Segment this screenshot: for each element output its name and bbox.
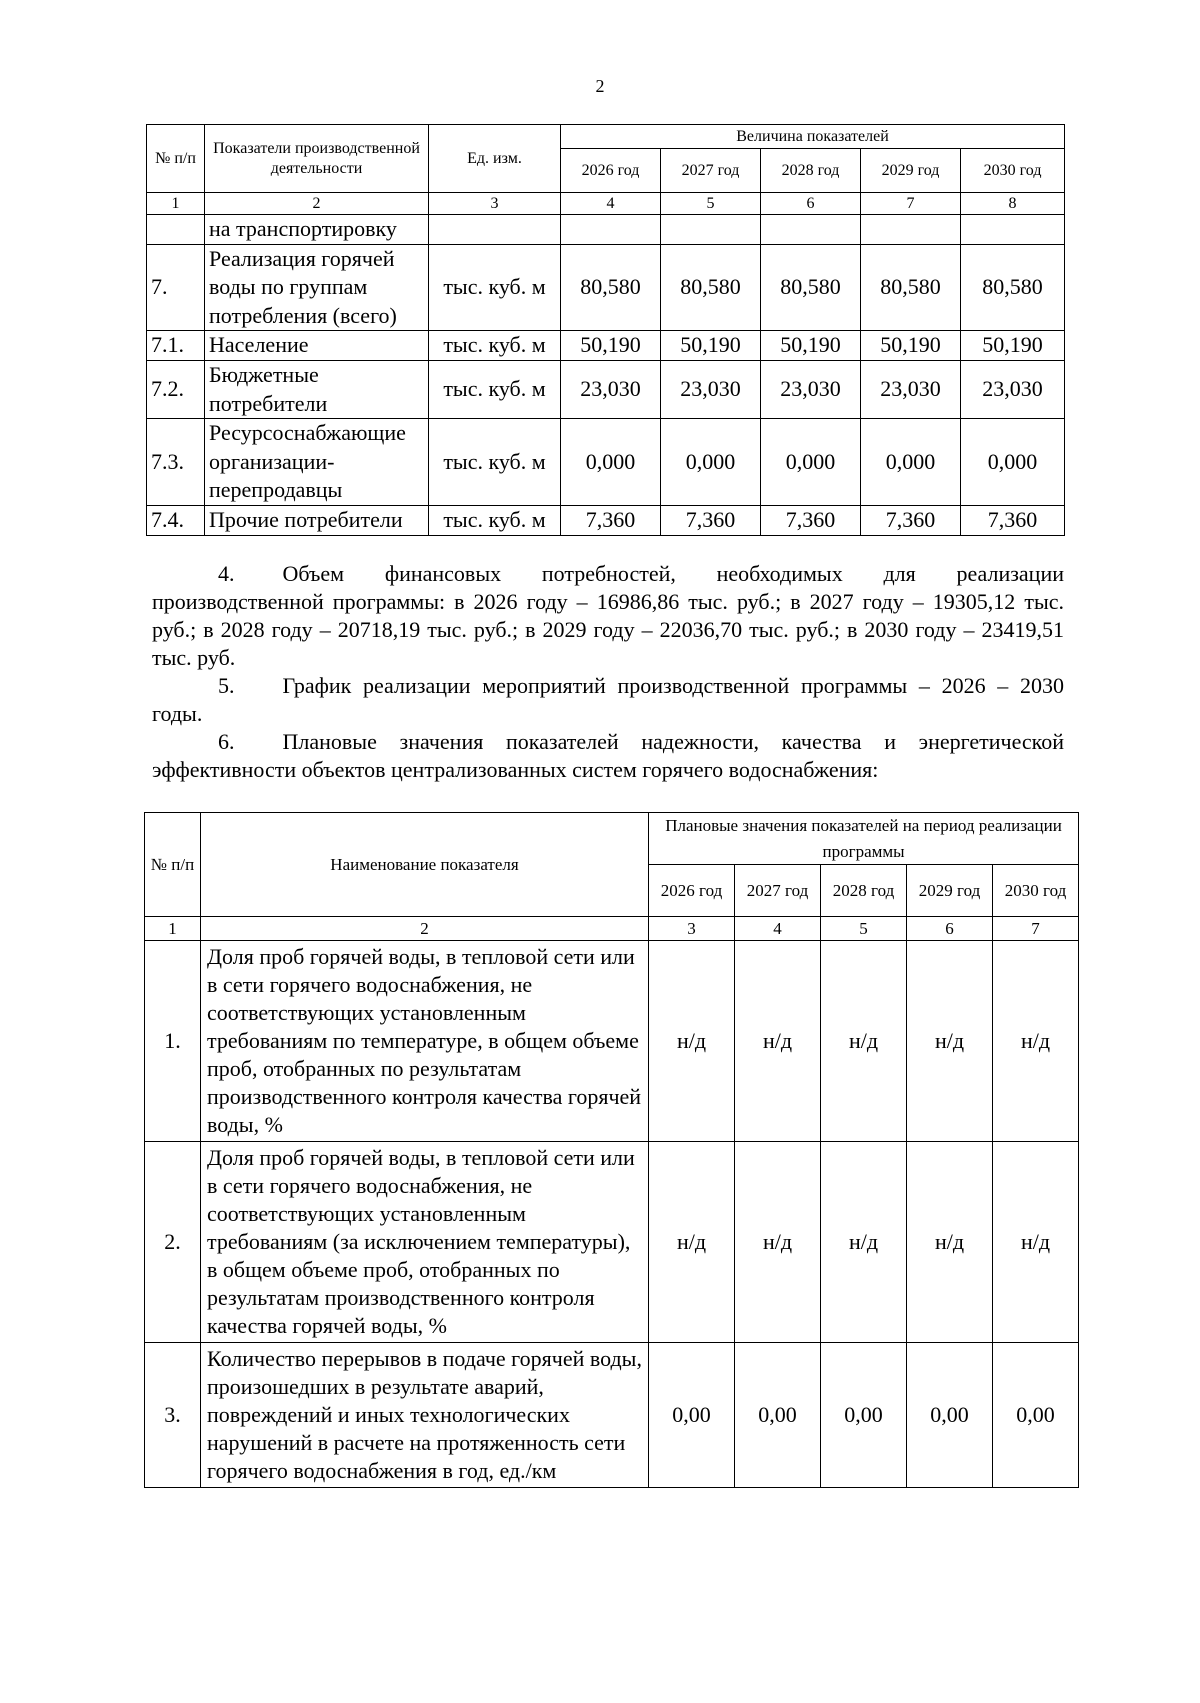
row-value: 7,360 [961, 505, 1065, 535]
row-name: Количество перерывов в подаче горячей воды, произошедших в результате аварий, повреждений и иных технологических нарушений в расчете на протяженность сети горячего водоснабжения в год, ед./км [201, 1343, 649, 1488]
header-num: № п/п [147, 125, 205, 193]
row-num: 7. [147, 244, 205, 331]
row-value [961, 215, 1065, 245]
row-value: 23,030 [861, 360, 961, 418]
table-row [145, 941, 1079, 1142]
paragraph-number: 4. [218, 561, 235, 586]
row-value: 50,190 [561, 331, 661, 361]
row-value: 7,360 [561, 505, 661, 535]
paragraph-6 [152, 728, 1064, 784]
header-values-group: Величина показателей [561, 125, 1065, 149]
row-value: н/д [649, 1142, 735, 1343]
table-row [145, 1343, 1079, 1488]
row-unit: тыс. куб. м [429, 419, 561, 506]
column-number: 3 [429, 193, 561, 215]
row-num: 1. [145, 941, 201, 1142]
page-number: 2 [595, 76, 605, 96]
row-name: Население [205, 331, 429, 361]
header-year: 2028 год [821, 865, 907, 917]
table-row [147, 244, 1065, 331]
row-unit: тыс. куб. м [429, 331, 561, 361]
header-name: Наименование показателя [201, 813, 649, 917]
column-number: 4 [561, 193, 661, 215]
row-num: 7.1. [147, 331, 205, 361]
column-number: 7 [861, 193, 961, 215]
row-value: 80,580 [961, 244, 1065, 331]
header-year: 2029 год [907, 865, 993, 917]
column-number: 1 [145, 917, 201, 941]
row-value: 0,000 [761, 419, 861, 506]
row-value: н/д [735, 941, 821, 1142]
row-value: 50,190 [661, 331, 761, 361]
row-value: н/д [821, 1142, 907, 1343]
row-value: 80,580 [661, 244, 761, 331]
table-row [147, 215, 1065, 245]
header-indicator: Показатели производственной деятельности [205, 125, 429, 193]
header-year: 2029 год [861, 149, 961, 193]
row-value [661, 215, 761, 245]
row-num: 7.2. [147, 360, 205, 418]
header-values-group: Плановые значения показателей на период реализации программы [649, 813, 1079, 865]
header-num: № п/п [145, 813, 201, 917]
header-unit: Ед. изм. [429, 125, 561, 193]
header-year: 2027 год [661, 149, 761, 193]
row-value: н/д [821, 941, 907, 1142]
row-value: н/д [993, 941, 1079, 1142]
row-value: 7,360 [761, 505, 861, 535]
column-number: 6 [761, 193, 861, 215]
row-value: 0,000 [561, 419, 661, 506]
row-name: Прочие потребители [205, 505, 429, 535]
column-number: 3 [649, 917, 735, 941]
row-value: н/д [907, 941, 993, 1142]
row-name: Бюджетные потребители [205, 360, 429, 418]
header-year: 2028 год [761, 149, 861, 193]
row-value [861, 215, 961, 245]
row-value: 0,00 [735, 1343, 821, 1488]
table-row [147, 419, 1065, 506]
column-number: 2 [201, 917, 649, 941]
row-value: н/д [907, 1142, 993, 1343]
row-value: 0,00 [821, 1343, 907, 1488]
row-value: 0,000 [661, 419, 761, 506]
row-name: Доля проб горячей воды, в тепловой сети или в сети горячего водоснабжения, не соответствующих установленным требованиям по температуре, в общем объеме проб, отобранных по результатам производственного контроля качества горячей воды, % [201, 941, 649, 1142]
paragraph-5 [152, 672, 1064, 728]
row-value: 50,190 [761, 331, 861, 361]
column-number: 8 [961, 193, 1065, 215]
row-value: н/д [993, 1142, 1079, 1343]
row-value: 23,030 [761, 360, 861, 418]
row-value: 80,580 [561, 244, 661, 331]
production-indicators-table [146, 124, 1065, 536]
row-name: Доля проб горячей воды, в тепловой сети или в сети горячего водоснабжения, не соответствующих установленным требованиям (за исключением температуры), в общем объеме проб, отобранных по результатам производственного контроля качества горячей воды, % [201, 1142, 649, 1343]
column-number: 6 [907, 917, 993, 941]
table-row [147, 505, 1065, 535]
row-value: 50,190 [861, 331, 961, 361]
column-number: 5 [821, 917, 907, 941]
row-name: Реализация горячей воды по группам потребления (всего) [205, 244, 429, 331]
row-value: 50,190 [961, 331, 1065, 361]
reliability-indicators-table [144, 812, 1079, 1488]
header-year: 2026 год [561, 149, 661, 193]
column-number: 7 [993, 917, 1079, 941]
row-value: н/д [649, 941, 735, 1142]
paragraph-4 [152, 560, 1064, 672]
row-value: 7,360 [661, 505, 761, 535]
header-year: 2026 год [649, 865, 735, 917]
row-value: 23,030 [661, 360, 761, 418]
row-num: 3. [145, 1343, 201, 1488]
row-value: 23,030 [561, 360, 661, 418]
row-num: 7.3. [147, 419, 205, 506]
row-value [561, 215, 661, 245]
row-unit: тыс. куб. м [429, 360, 561, 418]
paragraph-number: 5. [218, 673, 235, 698]
header-year: 2030 год [993, 865, 1079, 917]
row-unit [429, 215, 561, 245]
table-row [147, 360, 1065, 418]
row-value: 80,580 [861, 244, 961, 331]
column-number: 4 [735, 917, 821, 941]
row-value: 80,580 [761, 244, 861, 331]
paragraph-number: 6. [218, 729, 235, 754]
row-value: н/д [735, 1142, 821, 1343]
row-num [147, 215, 205, 245]
row-num: 7.4. [147, 505, 205, 535]
row-value [761, 215, 861, 245]
row-unit: тыс. куб. м [429, 244, 561, 331]
row-value: 0,00 [993, 1343, 1079, 1488]
row-num: 2. [145, 1142, 201, 1343]
row-value: 0,00 [907, 1343, 993, 1488]
column-number: 1 [147, 193, 205, 215]
header-year: 2030 год [961, 149, 1065, 193]
table-row [147, 331, 1065, 361]
row-name: на транспортировку [205, 215, 429, 245]
row-value: 0,00 [649, 1343, 735, 1488]
table-row [145, 1142, 1079, 1343]
paragraph-text: График реализации мероприятий производственной программы – 2026 – 2030 годы. [152, 673, 1064, 726]
row-value: 7,360 [861, 505, 961, 535]
paragraph-text: Объем финансовых потребностей, необходимых для реализации производственной программы: в 2026 году – 16986,86 тыс. руб.; в 2027 году – 19305,12 тыс. руб.; в 2028 году – 20718,19 тыс. руб.; в 2029 году – 22036,70 тыс. руб.; в 2030 году – 23419,51 тыс. руб. [152, 561, 1064, 670]
column-number: 2 [205, 193, 429, 215]
row-value: 0,000 [961, 419, 1065, 506]
row-name: Ресурсоснабжающие организации-перепродавцы [205, 419, 429, 506]
paragraph-text: Плановые значения показателей надежности, качества и энергетической эффективности объектов централизованных систем горячего водоснабжения: [152, 729, 1064, 782]
column-number: 5 [661, 193, 761, 215]
row-value: 23,030 [961, 360, 1065, 418]
row-value: 0,000 [861, 419, 961, 506]
row-unit: тыс. куб. м [429, 505, 561, 535]
header-year: 2027 год [735, 865, 821, 917]
